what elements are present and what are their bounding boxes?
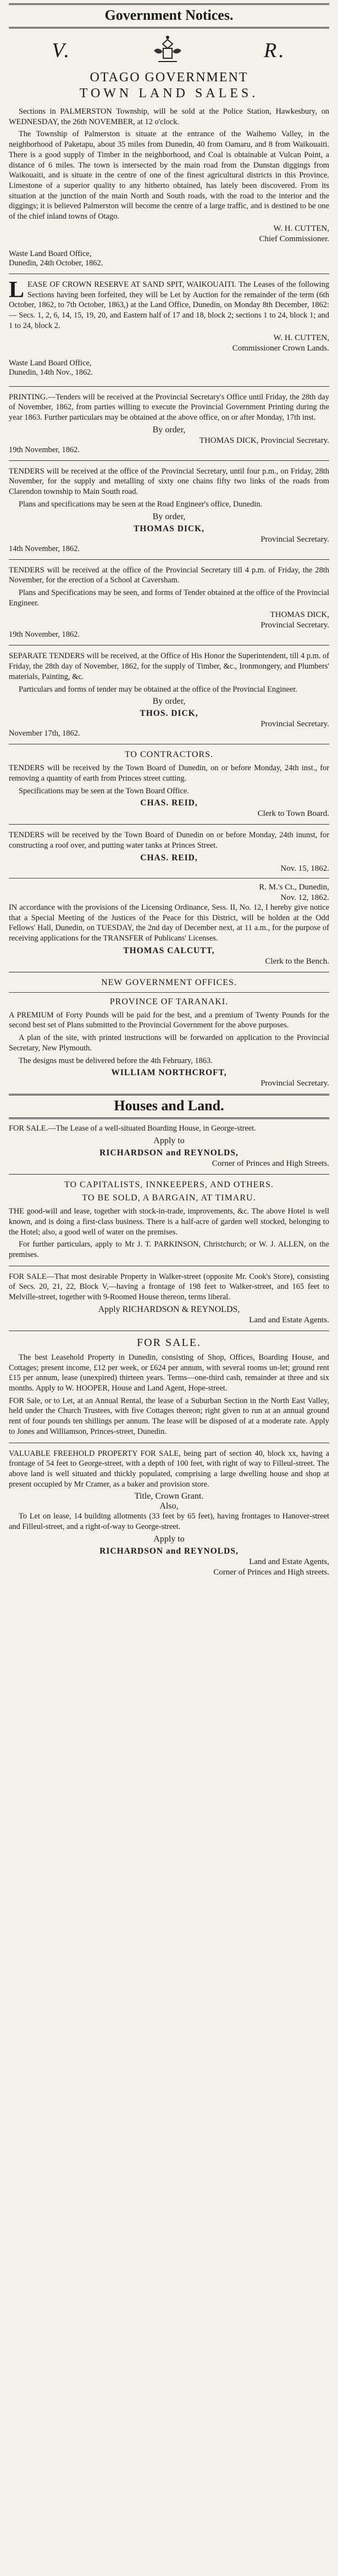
date-line: 19th November, 1862. — [9, 445, 80, 454]
agent-address: Corner of Princes and High streets. — [213, 1567, 329, 1577]
divider — [9, 824, 329, 825]
newspaper-column — [9, 0, 329, 1577]
printing-notice — [9, 392, 329, 455]
divider — [9, 559, 329, 560]
designs-deadline-text: The designs must be delivered before the 4th February, 1863. — [19, 1056, 213, 1065]
dropcap: L — [9, 279, 25, 303]
office-line: Waste Land Board Office, — [9, 358, 92, 368]
otago-title: OTAGO GOVERNMENT — [90, 70, 248, 85]
section-heading: Government Notices. — [9, 3, 329, 29]
apply-line: Apply to — [153, 1136, 185, 1146]
contractors-text: TENDERS will be received by the Town Board of Dunedin, on or before Monday, 24th inst., for removing a quantity of earth from Princes street cutting. — [9, 764, 329, 783]
notice-heading: TO CONTRACTORS. — [124, 750, 214, 760]
order-line: By order, — [152, 511, 186, 521]
signature: W. H. CUTTEN, — [273, 224, 329, 233]
date-line: 19th November, 1862. — [9, 630, 80, 639]
signature-name: THOMAS DICK, — [270, 610, 329, 620]
date-line: 14th November, 1862. — [9, 544, 80, 553]
signature-name: CHAS. REID, — [140, 853, 198, 863]
signature-title: Commissioner Crown Lands. — [232, 343, 329, 353]
freehold-notice — [9, 1449, 329, 1577]
lease-notice — [9, 280, 329, 381]
timaru-hotel-notice — [9, 1180, 329, 1260]
tenders-text-2: Plans and Specifications may be seen, and forms of Tender obtained at the office of the Provincial Engineer. — [9, 588, 329, 608]
apply-line: Apply to — [153, 1534, 185, 1544]
signature-title: Provincial Secretary. — [261, 720, 329, 729]
date-line: November 17th, 1862. — [9, 729, 80, 738]
signature-name: CHAS. REID, — [140, 798, 198, 808]
tenders-text: TENDERS will be received at the office of the Provincial Secretary, until four p.m., on Friday, 28th November, for the supply and metalling of sixty one chains fifty two links of the roads from Clarendon township to Main South road. — [9, 466, 329, 497]
site-plan-text: A plan of the site, with printed instructions will be forwarded on application to the Provincial Secretary, New Plymouth. — [9, 1033, 329, 1053]
notice-heading: NEW GOVERNMENT OFFICES. — [101, 977, 237, 987]
town-board-notice — [9, 830, 329, 873]
divider — [9, 645, 329, 646]
clarendon-tenders-notice — [9, 466, 329, 554]
signature: W. H. CUTTEN, — [273, 333, 329, 342]
court-date: Nov. 12, 1862. — [280, 893, 329, 902]
leasehold-notice — [9, 1337, 329, 1437]
province-heading: PROVINCE OF TARANAKI. — [109, 997, 229, 1006]
signature-title: Clerk to Town Board. — [257, 809, 329, 819]
leasehold-text: The best Leasehold Property in Dunedin, consisting of Shop, Offices, Boarding House, and Cottages; present income, £12 per week, or £624 per annum, with several rooms un-let; ground rent £15 per annum, lease (unexpired) thirteen years. Terms—one-third cash, remainder at three and six months. Apply to W. HOOPER, House and Land Agent, Hope-street. — [9, 1353, 329, 1393]
date-line: Dunedin, 24th October, 1862. — [9, 258, 103, 268]
agent-name: RICHARDSON and REYNOLDS, — [99, 1148, 239, 1158]
premium-text: A PREMIUM of Forty Pounds will be paid for the best, and a premium of Twenty Pounds for the second best set of Plans submitted to the Provincial Government for the above purposes. — [9, 1010, 329, 1030]
agent-title: Land and Estate Agents, — [249, 1557, 329, 1566]
date-line: Dunedin, 14th Nov., 1862. — [9, 368, 93, 377]
forsale-text: FOR SALE.—The Lease of a well-situated Boarding House, in George-street. — [9, 1124, 256, 1133]
royal-crest-row — [9, 34, 329, 67]
also-line: Also, — [159, 1501, 179, 1511]
tenders-text-2: Plans and specifications may be seen at the Road Engineer's office, Dunedin. — [19, 499, 263, 509]
signature-title: Provincial Secretary. — [261, 621, 329, 630]
signature-title: Chief Commissioner. — [259, 234, 329, 243]
walker-street-notice — [9, 1272, 329, 1325]
tenders-text-2: Particulars and forms of tender may be obtained at the office of the Provincial Engineer. — [19, 685, 297, 694]
divider — [9, 1174, 329, 1175]
notice-heading: FOR SALE. — [137, 1336, 201, 1349]
lease-text: EASE OF CROWN RESERVE AT SAND SPIT, WAIKOUAITI. The Leases of the following Sections having been forfeited, they will be Let by Auction for the remainder of the term (6th October, 1862, to 7th October, 1863,) at the Land Office, Dunedin, on Monday 8th December, 1862:— Secs. 1, 2, 6, 14, 15, 19, 20, and Eastern half of 17 and 18, block 2; sections 1 to 24, block 1; and 1 to 24, block 2. — [9, 280, 329, 330]
agent-name: RICHARDSON and REYNOLDS, — [99, 1546, 239, 1556]
vr-left: V. — [52, 39, 72, 62]
school-tenders-notice — [9, 565, 329, 640]
otago-land-sales-notice — [9, 34, 329, 268]
boarding-house-notice — [9, 1123, 329, 1169]
palmerston-description: The Township of Palmerston is situate at the entrance of the Waihemo Valley, in the neighborhood of Paketapu, about 35 miles from Dunedin, 40 from Oamaru, and 8 from Waikouaiti. There is a good supply of Timber in the neighborhood, and Coal is obtainable at Vulcan Point, a distance of 6 miles. The town is intersected by the main road from the Dunstan diggings from Waikouaiti, and is situate in the centre of one of the finest agricultural districts in this Province. Limestone of a superior quality to any hitherto obtained, has lately been discovered. From its situation at the junction of the main North and South roads, with the road to the interior and the diggings; it is believed Palmerston will become the centre of a large traffic, and is destined to be one of the chief inland towns of Otago. — [9, 130, 329, 221]
order-line: By order, — [152, 697, 186, 706]
licensing-notice — [9, 883, 329, 966]
palmerston-sale-text: Sections in PALMERSTON Township, will be sold at the Police Station, Hawkesbury, on WEDNESDAY, the 26th NOVEMBER, at 12 o'clock. — [9, 107, 329, 126]
otago-subtitle: TOWN LAND SALES. — [79, 86, 259, 101]
signature-name: WILLIAM NORTHCROFT, — [111, 1068, 227, 1078]
agent-address: Corner of Princes and High Streets. — [212, 1159, 329, 1169]
divider — [9, 460, 329, 461]
notice-subheading: TO BE SOLD, A BARGAIN, AT TIMARU. — [82, 1193, 256, 1203]
court-line: R. M.'s Ct., Dunedin, — [259, 882, 329, 892]
divider — [9, 386, 329, 387]
title-line: Title, Crown Grant. — [134, 1492, 204, 1501]
tenders-text: SEPARATE TENDERS will be received, at the Office of His Honor the Superintendent, till 4 p.m. of Friday, the 28th day of November, 1862, for the supply of Timber, &c., Ironmongery, and Plumbers' materials, Painting, &c. — [9, 652, 329, 681]
signature-name: THOS. DICK, — [140, 709, 198, 719]
tenders-text: TENDERS will be received at the office of the Provincial Secretary till 4 p.m. of Friday, the 28th November, for the erection of a School at Caversham. — [9, 565, 329, 585]
new-offices-notice — [9, 978, 329, 1089]
signature: THOMAS DICK, Provincial Secretary. — [199, 436, 329, 445]
contractors-text-2: Specifications may be seen at the Town Board Office. — [19, 786, 189, 795]
signature-title: Clerk to the Bench. — [265, 956, 329, 966]
notice-heading: TO CAPITALISTS, INNKEEPERS, AND OTHERS. — [64, 1180, 274, 1190]
hotel-text: THE good-will and lease, together with stock-in-trade, improvements, &c. The above Hotel is well known, and is doing a first-class business. There is a half-acre of garden well stocked, belonging to the Hotel; also, a good well of water on the premises. — [9, 1207, 329, 1237]
printing-text: PRINTING.—Tenders will be received at the Provincial Secretary's Office until Friday, the 28th day of November, 1862, from parties willing to execute the Provincial Government Printing during the year 1863. Further particulars may be obtained at the above office, on or after Monday, 17th inst. — [9, 392, 329, 422]
royal-crest-icon — [148, 34, 187, 67]
office-line: Waste Land Board Office, — [9, 249, 92, 258]
divider — [9, 992, 329, 993]
allotments-text: To Let on lease, 14 building allotments (33 feet by 65 feet), having frontages to Hanover-street and Filleul-street, and a right-of-way to George-street. — [9, 1512, 329, 1532]
separate-tenders-notice — [9, 651, 329, 738]
town-board-text: TENDERS will be received by the Town Board of Dunedin on or before Monday, 24th inunst, for constructing a roof over, and putting water tanks at Princes Street. — [9, 831, 329, 850]
suburban-section-text: FOR Sale, or to Let, at an Annual Rental, the lease of a Suburban Section in the North East Valley, held under the Church Trustees, with five Cottages thereon; right given to run at an annual ground rent of four pounds ten shillings per annum. The lease will be disposed of at a moderate rate. Apply to Jones and Williamson, Princes-street, Dunedin. — [9, 1396, 329, 1436]
apply-line: Apply RICHARDSON & REYNOLDS, — [98, 1304, 240, 1314]
hotel-contact: For further particulars, apply to Mr J. T. PARKINSON, Christchurch; or W. J. ALLEN, on the premises. — [9, 1240, 329, 1259]
vr-right: R. — [264, 39, 286, 62]
signature-title: Provincial Secretary. — [261, 535, 329, 544]
signature-title: Provincial Secretary. — [261, 1079, 329, 1088]
signature-name: THOMAS DICK, — [133, 524, 205, 533]
licensing-text: IN accordance with the provisions of the Licensing Ordinance, Sess. II, No. 12, I hereby give notice that a Special Meeting of the Justices of the Peace for this District, will be holden at the Odd Fellows' Hall, Dunedin, on TUESDAY, the 2nd day of December next, at 11 a.m., for the purpose of receiving applications for the TRANSFER of Publicans' Licenses. — [9, 903, 329, 943]
forsale-text: FOR SALE—That most desirable Property in Walker-street (opposite Mr. Cook's Store), consisting of Secs. 20, 21, 22, Block V,—having a frontage of 198 feet to Walker-street, and 165 feet to Melville-street, together with 9-Roomed House thereon, terms liberal. — [9, 1272, 329, 1302]
agent-title: Land and Estate Agents. — [249, 1315, 329, 1325]
date-line: Nov. 15, 1862. — [280, 864, 329, 873]
houses-and-land-heading: Houses and Land. — [9, 1094, 329, 1119]
order-line: By order, — [152, 425, 186, 435]
contractors-notice — [9, 750, 329, 819]
signature-name: THOMAS CALCUTT, — [123, 945, 215, 955]
freehold-text: VALUABLE FREEHOLD PROPERTY FOR SALE, being part of section 40, block xx, having a frontage of 54 feet to George-street, with a depth of 100 feet, with right of way to Filleul-street. The above land is well situated and thickly populated, comprising a large dwelling house and shop at present occupied by Mr Cramer, as a baker and provision store. — [9, 1449, 329, 1489]
